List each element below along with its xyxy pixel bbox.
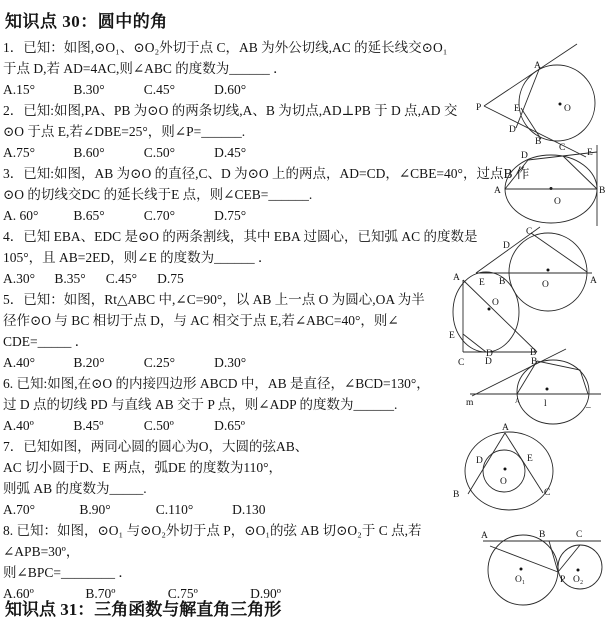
option-label: D.30° [214,355,247,370]
option-label: A. 60° [3,208,39,223]
label-A: A [494,186,501,196]
center-dot-O1 [520,568,523,571]
label-C: C [458,358,465,368]
chord-AC [505,433,543,493]
center-dot [547,269,550,272]
label-B: B [539,530,546,540]
diagram-q8-tangent-circles [478,523,605,604]
label-A: A [453,273,460,283]
label-D: D [509,125,516,135]
label-E: E [514,104,520,114]
center-dot [488,308,491,311]
segment-CP [558,545,580,572]
option-label: D.45° [214,145,247,160]
center-dot-O2 [577,569,580,572]
option-label: D.90º [250,586,281,601]
question-1 [3,37,529,100]
options-row [3,142,529,163]
question-line: 3．已知:如图，AB 为⊙O 的直径,C、D 为⊙O 上的两点，AD=CD，∠CBE=40°，过点B 作 [3,166,530,181]
label-P: P [560,575,566,585]
label-B: B [530,348,537,358]
question-line: 5．已知：如图，Rt△ABC 中,∠C=90°，以 AB 上一点 O 为圆心,OA 为半 [3,292,425,307]
option-label: B.65° [73,208,105,223]
label-D: D [521,151,528,161]
next-section-heading-clipped: 知识点 31：三角函数与解直角三角形 [5,600,282,619]
option-label: D.75 [157,271,184,286]
outer-circle [465,432,553,510]
label-A: A [590,276,597,286]
label-O: O [542,280,549,290]
label-A: A [502,423,509,433]
option-label: B.20° [73,355,105,370]
segment-EB [521,108,541,139]
label-O: O [492,298,499,308]
option-label: A.75° [3,145,36,160]
label-O1: O₁ [515,575,526,585]
label-O: O [564,104,571,114]
inscribed-quad [517,361,588,394]
option-label: C.50° [143,145,176,160]
label-B: B [599,186,605,196]
question-line: 105°，且 AB=2ED，则∠E 的度数为______ ． [3,250,272,265]
center-dot [546,388,549,391]
question-8 [3,520,529,604]
chord-AD [505,160,528,189]
question-3 [3,163,529,226]
option-label: B.60° [73,145,105,160]
question-line: 于点 D,若 AD=4AC,则∠ABC 的度数为______ ． [3,61,287,76]
hypotenuse-AB [463,280,537,352]
option-label: B.35° [54,271,86,286]
label-m: m [466,398,474,408]
option-label: A.40º [3,418,34,433]
label-A: A [515,397,521,405]
option-label: C.25° [143,355,176,370]
option-label: B.90° [79,502,111,517]
option-label: C.110° [155,502,194,517]
label-E: E [449,331,455,341]
label-O: O [500,477,507,487]
question-line: CDE=_____ ． [3,334,89,349]
option-label: A.70° [3,502,36,517]
label-O2: O₂ [573,575,584,585]
question-2 [3,100,529,163]
label-C: C [559,143,566,153]
option-label: A.15° [3,82,36,97]
label-D: D [485,357,492,367]
question-line: 4．已知 EBA、EDC 是⊙O 的两条割线，其中 EBA 过圆心，已知弧 AC 的度数是 [3,229,478,244]
segment-AP [490,546,558,572]
option-label: C.45° [105,271,138,286]
question-line: 7．已知如图，两同心圆的圆心为O，大圆的弦AB、 [3,439,309,454]
question-line: ⊙O 于点 E,若∠DBE=25°，则∠P=______. [3,124,246,139]
label-B: B [453,490,460,500]
option-label: B.30° [73,82,105,97]
options-row [3,205,529,226]
label-B: B [535,137,542,147]
center-dot [504,468,507,471]
question-line: 则弧 AB 的度数为_____. [3,481,147,496]
question-line: AC 切小圆于D、E 两点，弧DE 的度数为110°， [3,460,283,475]
page-title: 知识点 30：圆中的角 [5,12,168,31]
label-A: A [534,61,541,71]
question-line: 1．已知：如图,⊙O₁、⊙O₂外切于点 C，AB 为外公切线,AC 的延长线交⊙O₁ [3,40,448,55]
option-label: D.75° [214,208,247,223]
segment-BP [549,541,558,572]
question-line: 径作⊙O 与 BC 相切于点 D，与 AC 相交于点 E,若∠ABC=40°，则∠ [3,313,399,328]
label-l: l [544,399,547,409]
option-label: C.70° [143,208,176,223]
option-label: B.45º [73,418,104,433]
label-E: E [587,148,593,158]
label-P: P [476,103,482,113]
label-C: C [544,488,551,498]
option-label: A.40° [3,355,36,370]
question-line: 则∠BPC=________ ． [3,565,132,580]
question-line: 6. 已知:如图,在⊙O 的内接四边形 ABCD 中，AB 是直径，∠BCD=130°， [3,376,430,391]
option-label: A.30° [3,271,36,286]
diagram-q7-concentric-circles [443,420,560,515]
question-line: 2．已知:如图,PA、PB 为⊙O 的两条切线,A、B 为切点,AD⊥PB 于 D 点,AD 交 [3,103,458,118]
label-D: D [503,241,510,251]
label-C: C [576,530,583,540]
diagram-q3-diameter-tangent [488,140,605,230]
option-label: C.50º [143,418,174,433]
option-label: B.70º [85,586,116,601]
center-dot [559,103,562,106]
label-C: C [526,227,533,237]
center-dot [550,187,553,190]
circle-O1 [488,535,558,605]
option-label: C.45° [143,82,176,97]
label-E: E [479,278,485,288]
option-label: D.60° [214,82,247,97]
question-line: 过 D 点的切线 PD 与直线 AB 交于 P 点，则∠ADP 的度数为______. [3,397,398,412]
question-line: ⊙O 的切线交DC 的延长线于E 点，则∠CEB=______. [3,187,313,202]
label-E: E [527,454,533,464]
label-dash: – [586,403,591,413]
label-O: O [554,197,561,207]
tangent-PA [484,44,577,106]
option-label: D.130 [232,502,266,517]
options-row [3,79,529,100]
question-line: 8. 已知：如图，⊙O₁ 与⊙O₂外切于点 P，⊙O₁的弦 AB 切⊙O₂于 C 点,若 [3,523,422,538]
question-line: ∠APB=30º， [3,544,80,559]
label-D: D [486,349,493,359]
option-label: A.60º [3,586,34,601]
option-label: D.65º [214,418,245,433]
label-D: D [476,456,483,466]
label-B: B [499,277,506,287]
label-A: A [481,531,488,541]
label-B: B [531,357,538,367]
option-label: C.75º [167,586,198,601]
